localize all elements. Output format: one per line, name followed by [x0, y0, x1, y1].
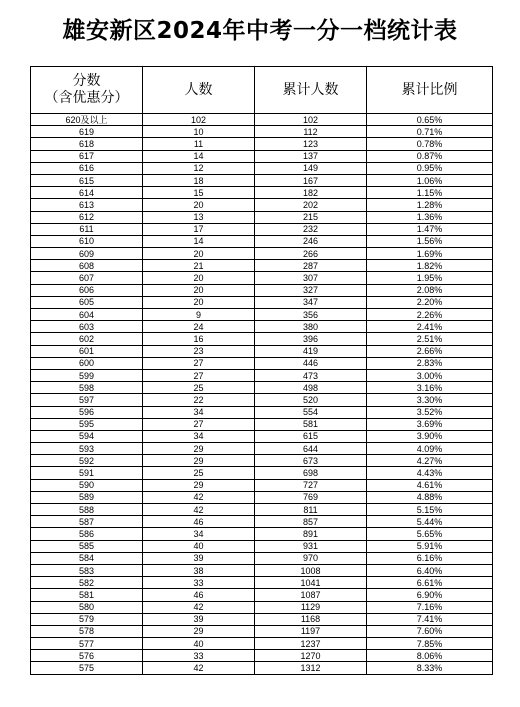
cell-ratio: 5.15% [367, 504, 493, 516]
cell-ratio: 7.85% [367, 638, 493, 650]
table-row [31, 309, 493, 321]
cell-ratio: 6.90% [367, 589, 493, 601]
table-row [31, 150, 493, 162]
cell-score: 590 [31, 479, 143, 491]
cell-cumulative: 202 [255, 199, 367, 211]
cell-ratio: 3.52% [367, 406, 493, 418]
table-row [31, 430, 493, 442]
table-row [31, 601, 493, 613]
cell-cumulative: 215 [255, 211, 367, 223]
cell-count: 34 [143, 528, 255, 540]
cell-cumulative: 347 [255, 296, 367, 308]
cell-score: 602 [31, 333, 143, 345]
cell-count: 20 [143, 199, 255, 211]
cell-count: 34 [143, 430, 255, 442]
cell-ratio: 5.44% [367, 516, 493, 528]
cell-count: 33 [143, 650, 255, 662]
page-title: 雄安新区2024年中考一分一档统计表 [62, 18, 458, 44]
cell-cumulative: 287 [255, 260, 367, 272]
table-row [31, 138, 493, 150]
table-row [31, 174, 493, 186]
cell-cumulative: 102 [255, 114, 367, 126]
cell-ratio: 0.95% [367, 162, 493, 174]
cell-count: 22 [143, 394, 255, 406]
cell-score: 584 [31, 552, 143, 564]
cell-count: 14 [143, 150, 255, 162]
cell-ratio: 4.27% [367, 455, 493, 467]
table-row [31, 613, 493, 625]
table-row [31, 162, 493, 174]
cell-count: 11 [143, 138, 255, 150]
cell-cumulative: 811 [255, 504, 367, 516]
cell-cumulative: 615 [255, 430, 367, 442]
cell-cumulative: 396 [255, 333, 367, 345]
cell-cumulative: 232 [255, 223, 367, 235]
cell-score: 580 [31, 601, 143, 613]
cell-cumulative: 380 [255, 321, 367, 333]
table-row [31, 455, 493, 467]
cell-ratio: 2.66% [367, 345, 493, 357]
cell-ratio: 3.69% [367, 418, 493, 430]
table-row [31, 406, 493, 418]
header-ratio: 累计比例 [367, 67, 493, 114]
cell-cumulative: 698 [255, 467, 367, 479]
cell-cumulative: 1168 [255, 613, 367, 625]
cell-count: 20 [143, 284, 255, 296]
table-row [31, 199, 493, 211]
cell-count: 38 [143, 564, 255, 576]
cell-cumulative: 727 [255, 479, 367, 491]
cell-cumulative: 266 [255, 248, 367, 260]
cell-ratio: 1.06% [367, 174, 493, 186]
cell-ratio: 3.30% [367, 394, 493, 406]
cell-ratio: 2.83% [367, 357, 493, 369]
cell-count: 18 [143, 174, 255, 186]
cell-count: 39 [143, 613, 255, 625]
cell-ratio: 1.47% [367, 223, 493, 235]
cell-score: 598 [31, 382, 143, 394]
cell-score: 592 [31, 455, 143, 467]
cell-score: 582 [31, 577, 143, 589]
cell-score: 604 [31, 309, 143, 321]
cell-score: 606 [31, 284, 143, 296]
table-row [31, 467, 493, 479]
cell-score: 596 [31, 406, 143, 418]
cell-count: 25 [143, 467, 255, 479]
table-row [31, 333, 493, 345]
cell-ratio: 5.91% [367, 540, 493, 552]
cell-cumulative: 520 [255, 394, 367, 406]
table-row [31, 272, 493, 284]
cell-count: 9 [143, 309, 255, 321]
table-row [31, 126, 493, 138]
cell-count: 17 [143, 223, 255, 235]
cell-cumulative: 112 [255, 126, 367, 138]
cell-score: 577 [31, 638, 143, 650]
cell-ratio: 4.88% [367, 491, 493, 503]
cell-count: 10 [143, 126, 255, 138]
cell-score: 599 [31, 369, 143, 381]
cell-count: 15 [143, 187, 255, 199]
cell-score: 578 [31, 625, 143, 637]
header-cumulative: 累计人数 [255, 67, 367, 114]
cell-cumulative: 673 [255, 455, 367, 467]
cell-score: 620及以上 [31, 114, 143, 126]
table-row [31, 223, 493, 235]
cell-count: 12 [143, 162, 255, 174]
cell-score: 576 [31, 650, 143, 662]
cell-ratio: 2.08% [367, 284, 493, 296]
cell-score: 591 [31, 467, 143, 479]
cell-count: 40 [143, 540, 255, 552]
cell-ratio: 2.20% [367, 296, 493, 308]
table-row [31, 394, 493, 406]
table-row [31, 357, 493, 369]
table-row [31, 650, 493, 662]
table-row [31, 564, 493, 576]
cell-score: 595 [31, 418, 143, 430]
cell-ratio: 1.36% [367, 211, 493, 223]
cell-cumulative: 769 [255, 491, 367, 503]
cell-ratio: 1.95% [367, 272, 493, 284]
cell-count: 29 [143, 625, 255, 637]
cell-count: 20 [143, 296, 255, 308]
cell-score: 581 [31, 589, 143, 601]
cell-cumulative: 498 [255, 382, 367, 394]
cell-ratio: 8.06% [367, 650, 493, 662]
table-row [31, 321, 493, 333]
cell-score: 612 [31, 211, 143, 223]
cell-count: 13 [143, 211, 255, 223]
cell-cumulative: 1041 [255, 577, 367, 589]
cell-count: 14 [143, 235, 255, 247]
cell-cumulative: 931 [255, 540, 367, 552]
cell-score: 611 [31, 223, 143, 235]
table-row [31, 479, 493, 491]
cell-score: 579 [31, 613, 143, 625]
table-row [31, 284, 493, 296]
table-row [31, 418, 493, 430]
table-row [31, 552, 493, 564]
cell-ratio: 1.28% [367, 199, 493, 211]
cell-count: 34 [143, 406, 255, 418]
cell-ratio: 0.71% [367, 126, 493, 138]
cell-cumulative: 327 [255, 284, 367, 296]
cell-count: 42 [143, 662, 255, 674]
cell-ratio: 3.16% [367, 382, 493, 394]
cell-score: 593 [31, 443, 143, 455]
cell-ratio: 8.33% [367, 662, 493, 674]
cell-ratio: 6.40% [367, 564, 493, 576]
cell-score: 583 [31, 564, 143, 576]
header-row [31, 67, 493, 114]
cell-count: 20 [143, 272, 255, 284]
table-row [31, 345, 493, 357]
table-row [31, 516, 493, 528]
cell-ratio: 1.69% [367, 248, 493, 260]
cell-cumulative: 149 [255, 162, 367, 174]
cell-cumulative: 1270 [255, 650, 367, 662]
cell-count: 29 [143, 443, 255, 455]
cell-score: 588 [31, 504, 143, 516]
cell-count: 46 [143, 589, 255, 601]
cell-cumulative: 581 [255, 418, 367, 430]
cell-ratio: 3.00% [367, 369, 493, 381]
cell-ratio: 4.61% [367, 479, 493, 491]
table-row [31, 638, 493, 650]
cell-ratio: 6.61% [367, 577, 493, 589]
cell-cumulative: 123 [255, 138, 367, 150]
cell-cumulative: 1129 [255, 601, 367, 613]
table-row [31, 540, 493, 552]
cell-count: 27 [143, 369, 255, 381]
table-row [31, 504, 493, 516]
table-row [31, 260, 493, 272]
cell-count: 27 [143, 418, 255, 430]
table-row [31, 187, 493, 199]
cell-score: 587 [31, 516, 143, 528]
cell-ratio: 4.43% [367, 467, 493, 479]
cell-score: 610 [31, 235, 143, 247]
table-row [31, 625, 493, 637]
cell-cumulative: 970 [255, 552, 367, 564]
cell-ratio: 0.78% [367, 138, 493, 150]
cell-score: 597 [31, 394, 143, 406]
table-header [31, 67, 493, 114]
table-row [31, 662, 493, 674]
cell-score: 575 [31, 662, 143, 674]
cell-cumulative: 891 [255, 528, 367, 540]
cell-ratio: 2.41% [367, 321, 493, 333]
table-row [31, 114, 493, 126]
cell-cumulative: 1008 [255, 564, 367, 576]
cell-count: 20 [143, 248, 255, 260]
cell-count: 46 [143, 516, 255, 528]
cell-cumulative: 182 [255, 187, 367, 199]
cell-ratio: 0.87% [367, 150, 493, 162]
score-distribution-table [30, 66, 493, 675]
cell-ratio: 3.90% [367, 430, 493, 442]
cell-score: 618 [31, 138, 143, 150]
cell-score: 603 [31, 321, 143, 333]
cell-cumulative: 307 [255, 272, 367, 284]
table-row [31, 577, 493, 589]
cell-ratio: 5.65% [367, 528, 493, 540]
cell-ratio: 0.65% [367, 114, 493, 126]
cell-count: 24 [143, 321, 255, 333]
cell-ratio: 1.15% [367, 187, 493, 199]
header-score-label: 分数 [72, 73, 101, 89]
cell-score: 585 [31, 540, 143, 552]
table-row [31, 491, 493, 503]
table-row [31, 211, 493, 223]
cell-count: 21 [143, 260, 255, 272]
cell-score: 601 [31, 345, 143, 357]
cell-score: 607 [31, 272, 143, 284]
cell-cumulative: 446 [255, 357, 367, 369]
header-score-note: （含优惠分） [44, 90, 129, 106]
cell-count: 42 [143, 601, 255, 613]
cell-cumulative: 1312 [255, 662, 367, 674]
header-count: 人数 [143, 67, 255, 114]
cell-score: 613 [31, 199, 143, 211]
cell-ratio: 2.51% [367, 333, 493, 345]
cell-score: 614 [31, 187, 143, 199]
cell-count: 102 [143, 114, 255, 126]
cell-cumulative: 1197 [255, 625, 367, 637]
cell-ratio: 2.26% [367, 309, 493, 321]
table-row [31, 589, 493, 601]
cell-ratio: 1.82% [367, 260, 493, 272]
cell-score: 617 [31, 150, 143, 162]
cell-count: 40 [143, 638, 255, 650]
cell-ratio: 1.56% [367, 235, 493, 247]
cell-ratio: 6.16% [367, 552, 493, 564]
table-row [31, 382, 493, 394]
table-row [31, 235, 493, 247]
cell-score: 589 [31, 491, 143, 503]
table-row [31, 296, 493, 308]
table-row [31, 443, 493, 455]
cell-count: 23 [143, 345, 255, 357]
cell-cumulative: 246 [255, 235, 367, 247]
cell-cumulative: 554 [255, 406, 367, 418]
cell-cumulative: 473 [255, 369, 367, 381]
cell-count: 39 [143, 552, 255, 564]
table-body [31, 114, 493, 675]
cell-score: 609 [31, 248, 143, 260]
cell-cumulative: 1237 [255, 638, 367, 650]
header-score [31, 67, 143, 114]
cell-cumulative: 857 [255, 516, 367, 528]
cell-score: 605 [31, 296, 143, 308]
cell-score: 615 [31, 174, 143, 186]
cell-count: 33 [143, 577, 255, 589]
cell-score: 619 [31, 126, 143, 138]
table-row [31, 248, 493, 260]
cell-count: 27 [143, 357, 255, 369]
cell-ratio: 7.41% [367, 613, 493, 625]
cell-count: 25 [143, 382, 255, 394]
table-row [31, 369, 493, 381]
cell-count: 42 [143, 504, 255, 516]
cell-ratio: 7.60% [367, 625, 493, 637]
cell-cumulative: 137 [255, 150, 367, 162]
cell-ratio: 7.16% [367, 601, 493, 613]
cell-cumulative: 356 [255, 309, 367, 321]
cell-score: 586 [31, 528, 143, 540]
cell-count: 16 [143, 333, 255, 345]
cell-count: 29 [143, 479, 255, 491]
cell-cumulative: 644 [255, 443, 367, 455]
cell-cumulative: 419 [255, 345, 367, 357]
cell-cumulative: 167 [255, 174, 367, 186]
cell-cumulative: 1087 [255, 589, 367, 601]
cell-ratio: 4.09% [367, 443, 493, 455]
cell-count: 29 [143, 455, 255, 467]
cell-count: 42 [143, 491, 255, 503]
cell-score: 594 [31, 430, 143, 442]
cell-score: 616 [31, 162, 143, 174]
table-row [31, 528, 493, 540]
cell-score: 600 [31, 357, 143, 369]
cell-score: 608 [31, 260, 143, 272]
